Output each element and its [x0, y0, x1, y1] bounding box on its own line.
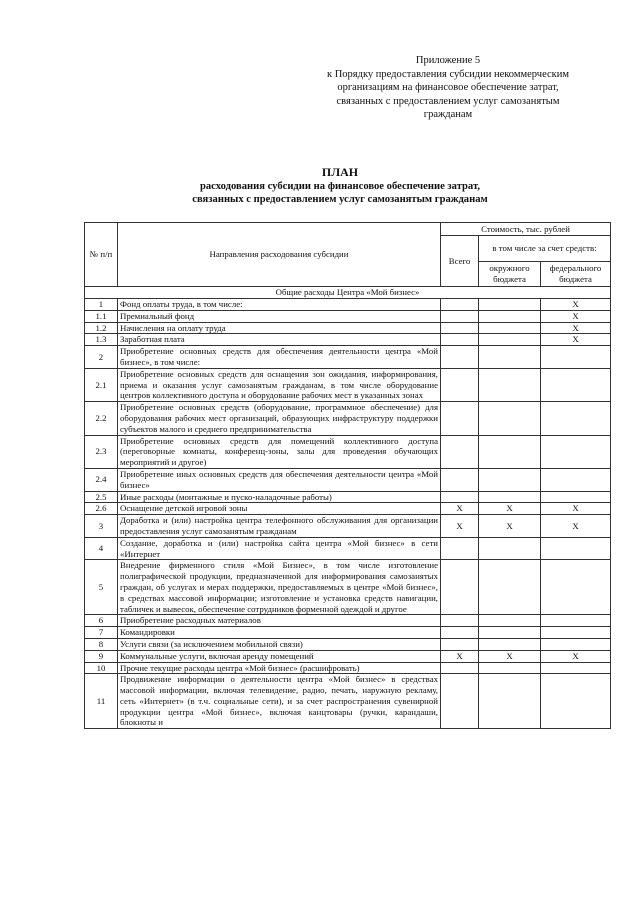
row-district	[479, 368, 541, 401]
table-row	[85, 662, 611, 674]
table-row	[85, 491, 611, 503]
row-direction: Услуги связи (за исключением мобильной связи)	[118, 638, 441, 650]
appendix-line: Приложение 5	[415, 55, 481, 66]
table-row	[85, 515, 611, 538]
row-total	[441, 560, 479, 615]
row-number: 11	[85, 674, 118, 729]
row-direction: Прочие текущие расходы центра «Мой бизнес» (расшифровать)	[118, 662, 441, 674]
row-number: 5	[85, 560, 118, 615]
row-direction: Командировки	[118, 627, 441, 639]
row-direction: Создание, доработка и (или) настройка сайта центра «Мой бизнес» в сети «Интернет	[118, 537, 441, 560]
col-header-direction: Направления расходования субсидии	[118, 223, 441, 287]
row-federal: X	[541, 503, 611, 515]
row-district: X	[479, 515, 541, 538]
row-total	[441, 435, 479, 468]
col-header-including: в том числе за счет средств:	[479, 236, 611, 262]
row-number: 6	[85, 615, 118, 627]
table-row	[85, 627, 611, 639]
row-number: 1.1	[85, 310, 118, 322]
table-row	[85, 537, 611, 560]
row-district	[479, 674, 541, 729]
row-total	[441, 627, 479, 639]
appendix-line: связанных с предоставлением услуг самозанятым	[336, 95, 560, 107]
table-row	[85, 368, 611, 401]
row-total	[441, 674, 479, 729]
row-direction: Заработная плата	[118, 334, 441, 346]
row-number: 4	[85, 537, 118, 560]
row-direction: Иные расходы (монтажные и пуско-наладочные работы)	[118, 491, 441, 503]
row-direction: Доработка и (или) настройка центра телефонного обслуживания для организации предоставления услуг самозанятым гражданам	[118, 515, 441, 538]
row-federal	[541, 674, 611, 729]
row-federal	[541, 662, 611, 674]
row-federal: X	[541, 299, 611, 311]
row-federal: X	[541, 334, 611, 346]
row-total	[441, 615, 479, 627]
appendix-line: к Порядку предоставления субсидии некоммерческим	[326, 68, 570, 80]
row-direction: Приобретение основных средств (оборудование, программное обеспечение) для оборудования рабочих мест организаций, образующих инфраструктуру поддержки субъектов малого и среднего предпринимательства	[118, 402, 441, 435]
col-header-total: Всего	[441, 236, 479, 287]
row-number: 2.5	[85, 491, 118, 503]
row-total	[441, 310, 479, 322]
row-direction: Приобретение расходных материалов	[118, 615, 441, 627]
row-number: 1	[85, 299, 118, 311]
row-district	[479, 560, 541, 615]
row-federal	[541, 346, 611, 369]
row-total: X	[441, 503, 479, 515]
row-federal	[541, 560, 611, 615]
row-district	[479, 299, 541, 311]
row-federal	[541, 491, 611, 503]
row-district	[479, 322, 541, 334]
table-row	[85, 299, 611, 311]
row-federal	[541, 402, 611, 435]
table-row	[85, 560, 611, 615]
row-direction: Оснащение детской игровой зоны	[118, 503, 441, 515]
row-district: X	[479, 650, 541, 662]
row-number: 2.6	[85, 503, 118, 515]
title-line: связанных с предоставлением услуг самозанятым гражданам	[192, 194, 488, 205]
row-district	[479, 537, 541, 560]
row-number: 3	[85, 515, 118, 538]
col-header-federal: федерального бюджета	[541, 262, 611, 287]
row-number: 7	[85, 627, 118, 639]
row-district: X	[479, 503, 541, 515]
row-total	[441, 468, 479, 491]
row-total: X	[441, 650, 479, 662]
row-total	[441, 638, 479, 650]
row-federal	[541, 537, 611, 560]
row-number: 2	[85, 346, 118, 369]
row-direction: Приобретение основных средств для обеспечения деятельности центра «Мой бизнес», в том числе:	[118, 346, 441, 369]
table-row	[85, 638, 611, 650]
title-line: расходования субсидии на финансовое обеспечение затрат,	[199, 180, 481, 192]
row-district	[479, 435, 541, 468]
row-district	[479, 615, 541, 627]
table-row	[85, 615, 611, 627]
appendix-line: организациям на финансовое обеспечение затрат,	[337, 82, 559, 93]
row-federal	[541, 627, 611, 639]
table-row	[85, 674, 611, 729]
row-federal: X	[541, 310, 611, 322]
row-district	[479, 346, 541, 369]
row-total: X	[441, 515, 479, 538]
table-row	[85, 503, 611, 515]
row-number: 2.2	[85, 402, 118, 435]
plan-table	[84, 222, 611, 729]
row-federal: X	[541, 515, 611, 538]
row-district	[479, 468, 541, 491]
row-total	[441, 402, 479, 435]
table-row	[85, 435, 611, 468]
table-row	[85, 322, 611, 334]
title-main: ПЛАН	[321, 165, 359, 179]
row-district	[479, 334, 541, 346]
row-district	[479, 638, 541, 650]
row-district	[479, 310, 541, 322]
row-district	[479, 491, 541, 503]
row-total	[441, 537, 479, 560]
row-number: 1.3	[85, 334, 118, 346]
row-federal	[541, 638, 611, 650]
table-row	[85, 468, 611, 491]
row-federal	[541, 435, 611, 468]
row-direction: Коммунальные услуги, включая аренду помещений	[118, 650, 441, 662]
row-number: 10	[85, 662, 118, 674]
row-direction: Продвижение информации о деятельности центра «Мой бизнес» в средствах массовой информации, включая телевидение, радио, печать, наружную рекламу, сеть «Интернет» (в т.ч. социальные сети), и за счет распространения сувенирной продукции центра «Мой бизнес», включая канцтовары (ручки, карандаши, блокноты и	[118, 674, 441, 729]
row-federal: X	[541, 322, 611, 334]
appendix-line: гражданам	[423, 109, 473, 120]
row-federal: X	[541, 650, 611, 662]
row-district	[479, 402, 541, 435]
row-total	[441, 334, 479, 346]
row-direction: Фонд оплаты труда, в том числе:	[118, 299, 441, 311]
row-direction: Приобретение иных основных средств для обеспечения деятельности центра «Мой бизнес»	[118, 468, 441, 491]
row-federal	[541, 468, 611, 491]
col-header-district: окружного бюджета	[479, 262, 541, 287]
row-total	[441, 368, 479, 401]
row-number: 2.3	[85, 435, 118, 468]
row-direction: Начисления на оплату труда	[118, 322, 441, 334]
row-direction: Премиальный фонд	[118, 310, 441, 322]
row-district	[479, 662, 541, 674]
row-total	[441, 662, 479, 674]
table-row	[85, 310, 611, 322]
row-number: 2.4	[85, 468, 118, 491]
row-number: 8	[85, 638, 118, 650]
section-header: Общие расходы Центра «Мой бизнес»	[85, 287, 611, 299]
table-row	[85, 346, 611, 369]
row-direction: Внедрение фирменного стиля «Мой Бизнес», в том числе изготовление полиграфической продукции, предназначенной для информирования самозанятых граждан, об услугах и мерах поддержки, предоставляемых в центре «Мой бизнес», в средствах массовой информации; изготовление и установка средств навигации, табличек и вывесок, обеспечение сотрудников форменной одеждой и другое	[118, 560, 441, 615]
table-row	[85, 402, 611, 435]
row-federal	[541, 368, 611, 401]
document-title	[40, 166, 640, 207]
row-total	[441, 346, 479, 369]
row-total	[441, 491, 479, 503]
row-district	[479, 627, 541, 639]
row-number: 2.1	[85, 368, 118, 401]
row-number: 9	[85, 650, 118, 662]
row-total	[441, 299, 479, 311]
col-header-num: № п/п	[85, 223, 118, 287]
row-direction: Приобретение основных средств для оснащения зон ожидания, информирования, приема и оказания услуг самозанятым гражданам, в том числе оборудование центров коллективного доступа и оборудование рабочих мест в указанных зонах	[118, 368, 441, 401]
table-row	[85, 334, 611, 346]
table-row	[85, 650, 611, 662]
appendix-header	[288, 54, 608, 122]
row-total	[441, 322, 479, 334]
row-number: 1.2	[85, 322, 118, 334]
row-direction: Приобретение основных средств для помещений коллективного доступа (переговорные комнаты, конференц-зоны, залы для проведения обучающих мероприятий и другое)	[118, 435, 441, 468]
row-federal	[541, 615, 611, 627]
col-header-cost: Стоимость, тыс. рублей	[441, 223, 611, 236]
